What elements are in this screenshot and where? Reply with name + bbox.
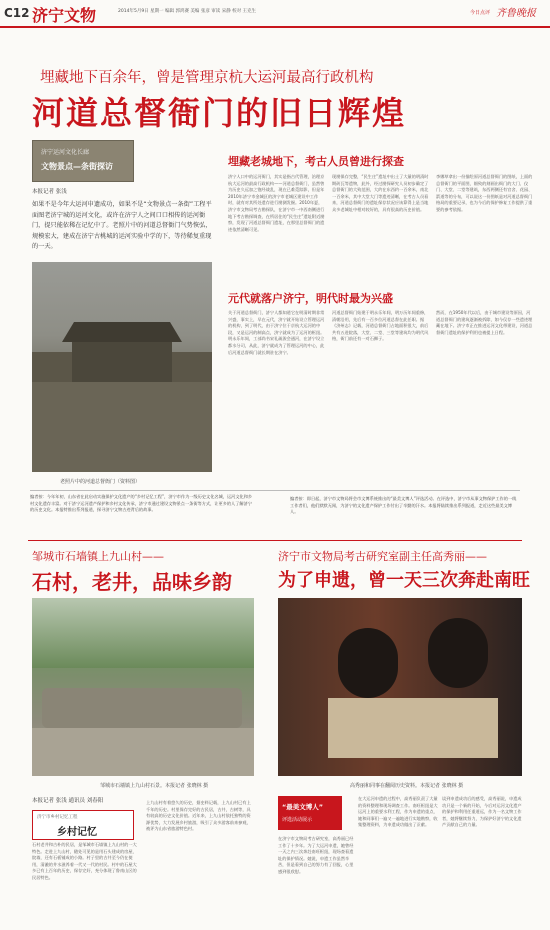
editor-note-2: 编者按：即日起，济宁市文物局将会市文博系统推出的“最美文博人”评选活动。在评选中，济宁市从事文物保护工作的一线工作者们，他们默默无闻，为济宁的文化遗产保护工作付出了辛勤的汗水。本报将陆续推出系列报道，走近这些最美文博人。 xyxy=(290,496,517,515)
left2-inset-title: 乡村记忆 xyxy=(57,827,97,838)
series-box-main: 文物景点—条街探访 xyxy=(41,162,113,171)
header-meta: 2014年5月9日 星期一 编辑 郭鸿赛 美编 张彦 审读 宋静 校对 王克生 xyxy=(118,9,257,14)
brand-small: 今日点评 xyxy=(470,10,491,16)
series-box-top: 济宁运河文化长廊 xyxy=(41,149,90,156)
sub-heading-1: 埋藏老城地下，考古人员曾进行探查 xyxy=(228,155,404,168)
series-box xyxy=(32,140,134,182)
lead-col-5: 河道总督衙门始建于明永乐年间，明万历年间重修，清朝沿用，先后有一百多位河道总督在此任职。据《济州志》记载，河道总督衙门占地面积很大，前后共有五进院落，大堂、二堂、三堂等建筑均为明代风格，衙门前还有一对石狮子。 xyxy=(332,310,429,342)
left2-col-2: 上九山村有着悠久的历史，据史料记载，上九山村已有上千年的历史。村里保存完好的古民居，古井，古树等，具有较高的历史文化价值。近年来，上九山村依托独特的资源优势，大力发展乡村旅游，吸引了众多游客前来参观，被评为山东省旅游特色村。 xyxy=(146,800,251,832)
lead-intro: 如果不是今年大运河申遗成功，如果不是“文物景点一条街”工程平面图老济宁城的运河文化，或许在济宁人之间口口相传的运河衙门，提只能依稀在记忆中了。老照片中的河道总督衙门气势恢弘，规模宏大，建成在济宁古桃城的运河实验中学的下，等待稀复重现的一天。 xyxy=(32,201,212,250)
lead-headline: 河道总督衙门的旧日辉煌 xyxy=(32,94,407,132)
right2-photo-caption: 高秀丽和同事在翻阅历史资料。本报记者 张晓林 摄 xyxy=(350,783,464,789)
brand-logo: 齐鲁晚报 xyxy=(496,8,536,19)
right2-inset-top: “最美文博人” xyxy=(282,803,324,811)
left2-byline: 本报记者 张浅 通讯员 刘春阳 xyxy=(32,798,104,804)
right2-headline: 为了申遗，曾一天三次奔赴南旺 xyxy=(278,570,530,591)
page-number: C12 xyxy=(4,6,30,20)
section-title: 济宁文物 xyxy=(32,6,97,25)
left2-photo xyxy=(32,598,254,776)
left2-col-1: 石村老井和古朴的民居，是邹城市石墙镇上九山村的一大特色。走进上九山村，随处可见的是用石头建成的房屋、院墙，还有石板铺成的小路。村子里的古井至今仍在使用，清澈的井水滋养着一代又一代的村民。村中的石屋大多已有上百年的历史，保存完好，充分体现了鲁南山区的民居特色。 xyxy=(32,842,137,880)
right2-inset xyxy=(278,796,342,830)
left2-photo-caption: 邹城市石墙镇上九山村石景。本报记者 张晓林 摄 xyxy=(100,783,209,789)
lead-kicker: 埋藏地下百余年，曾是管理京杭大运河最高行政机构 xyxy=(40,70,374,86)
right2-col-3: 谈到申遗成功后的感受，高秀丽说，申遗成功只是一个新的开始，今后对运河文化遗产的保护和利用任重道远，作为一名文物工作者，她将继续努力，为保护好济宁的文化遗产贡献自己的力量。 xyxy=(442,796,522,828)
divider-note xyxy=(30,490,520,491)
left2-headline: 石村，老井，品味乡韵 xyxy=(32,570,232,594)
right2-col-1: 在济宁市文物局考古研究室，高秀丽已经工作了十多年。为了大运河申遗，她曾经一天之内三次奔赴南旺枢纽，现场查看遗址的保护情况。她说，申遗工作虽然辛苦，但是看到自己的努力有了回报，心里感到很欣慰。 xyxy=(278,836,354,874)
lead-col-6: 然而，在1950年代以后，由于城市建设等原因，河道总督衙门的建筑逐渐被拆除，如今仅存一些遗迹埋藏在地下。济宁市正在推进运河文化带建设，河道总督衙门遗址的保护利用也被提上日程。 xyxy=(436,310,533,335)
lead-col-2: 现勘保存完整，“民生庄”遗址中出土了大量的明清时期砖瓦等遗物，此外，经过勘探研究人员初步确定了总督衙门的大致范围，大约在东西约一百余米，南北一百余米，其中大堂大门等遗迹清晰，在考古人员看来，河道总督衙门的遗址保存状况应该算得上是当地众多老城址中相对较好的，具有很高的历史价值。 xyxy=(332,174,429,212)
right2-col-2: 在大运河申遗的过程中，高秀丽负责了大量的资料整理和现场调查工作。南旺枢纽是大运河上的重要水利工程，作为申遗的重点，她和同事们一遍又一遍地进行实地勘察，收集整理资料，为申遗成功做出了贡献。 xyxy=(358,796,438,828)
left2-inset-small: 济宁市乡村记忆工程 xyxy=(37,815,78,820)
left2-kicker: 邹城市石墙镇上九山村—— xyxy=(32,550,164,563)
lead-col-4: 关于河道总督衙门，济宁人都知道它在明清时期非常兴盛，事实上，早在元代，济宁就开始设立管理运河的机构，到了明代，由于济宁位于京杭大运河的中段，又是运河的制高点，济宁就成为了运河的枢纽。明永乐年间，工部尚书宋礼疏浚会通河，在济宁设立都水分司，从此，济宁就成为了管理运河的中心，此后河道总督衙门就长期驻在济宁。 xyxy=(228,310,325,355)
lead-byline: 本报记者 张浅 xyxy=(32,189,67,195)
section-rule xyxy=(28,540,522,541)
right2-photo xyxy=(278,598,522,776)
lead-photo xyxy=(32,262,212,472)
right2-inset-bottom: 评选活动展示 xyxy=(282,817,313,823)
left2-inset xyxy=(32,810,134,840)
lead-col-1: 济宁人口中的运河衙门，其实是指古代管理，治理京杭大运河的最高行政机构——河道总督衙门，虽然曾为历史久远加之饱经战乱，现在已难觅踪影，但是年2010年济宁市金城区的济宁市老城区建设中工作时，就有对其所处遗存进行勘测发掘。2010年夏，济宁市文物局考古勘探队，在济宁市一中西南侧进行地下考古勘探调查，在所居住的“民生庄”遗址附近勘察，发现了河道总督衙门遗址，在那里总督衙门的遗迹依然清晰可见。 xyxy=(228,174,325,232)
lead-col-3: 李娜草拿出一份描绘原河道总督衙门的图纸，上面的总督衙门的平面图，细致的刻画出衙门的大门、仪门、大堂、二堂等建筑，东西两侧还有官舍、花园、箭道等的分布，可以说这一份图纸是对河道总督衙门格局的重要记录，也为今后的保护修复工作提供了重要的参考依据。 xyxy=(436,174,533,212)
header-rule xyxy=(0,26,550,28)
sub-heading-2: 元代就落户济宁，明代时最为兴盛 xyxy=(228,292,393,305)
editor-note-1: 编者按：今年年初，山东省在此启动实施保护文化遗产的“乡村记忆工程”，济宁市作为一级历史文化名城，运河文化和乡村文化遗存丰富。对于济宁运河遗产保护和乡村文化传承，济宁市通过建设文物景点一条街等方式，让更多的人了解济宁的历史文化。本报特推出系列报道，探寻济宁文物古迹背后的故事。 xyxy=(30,494,253,513)
lead-photo-caption: 老照片中的河道总督衙门（资料图） xyxy=(60,479,141,485)
right2-kicker: 济宁市文物局考古研究室副主任高秀丽—— xyxy=(278,550,487,563)
